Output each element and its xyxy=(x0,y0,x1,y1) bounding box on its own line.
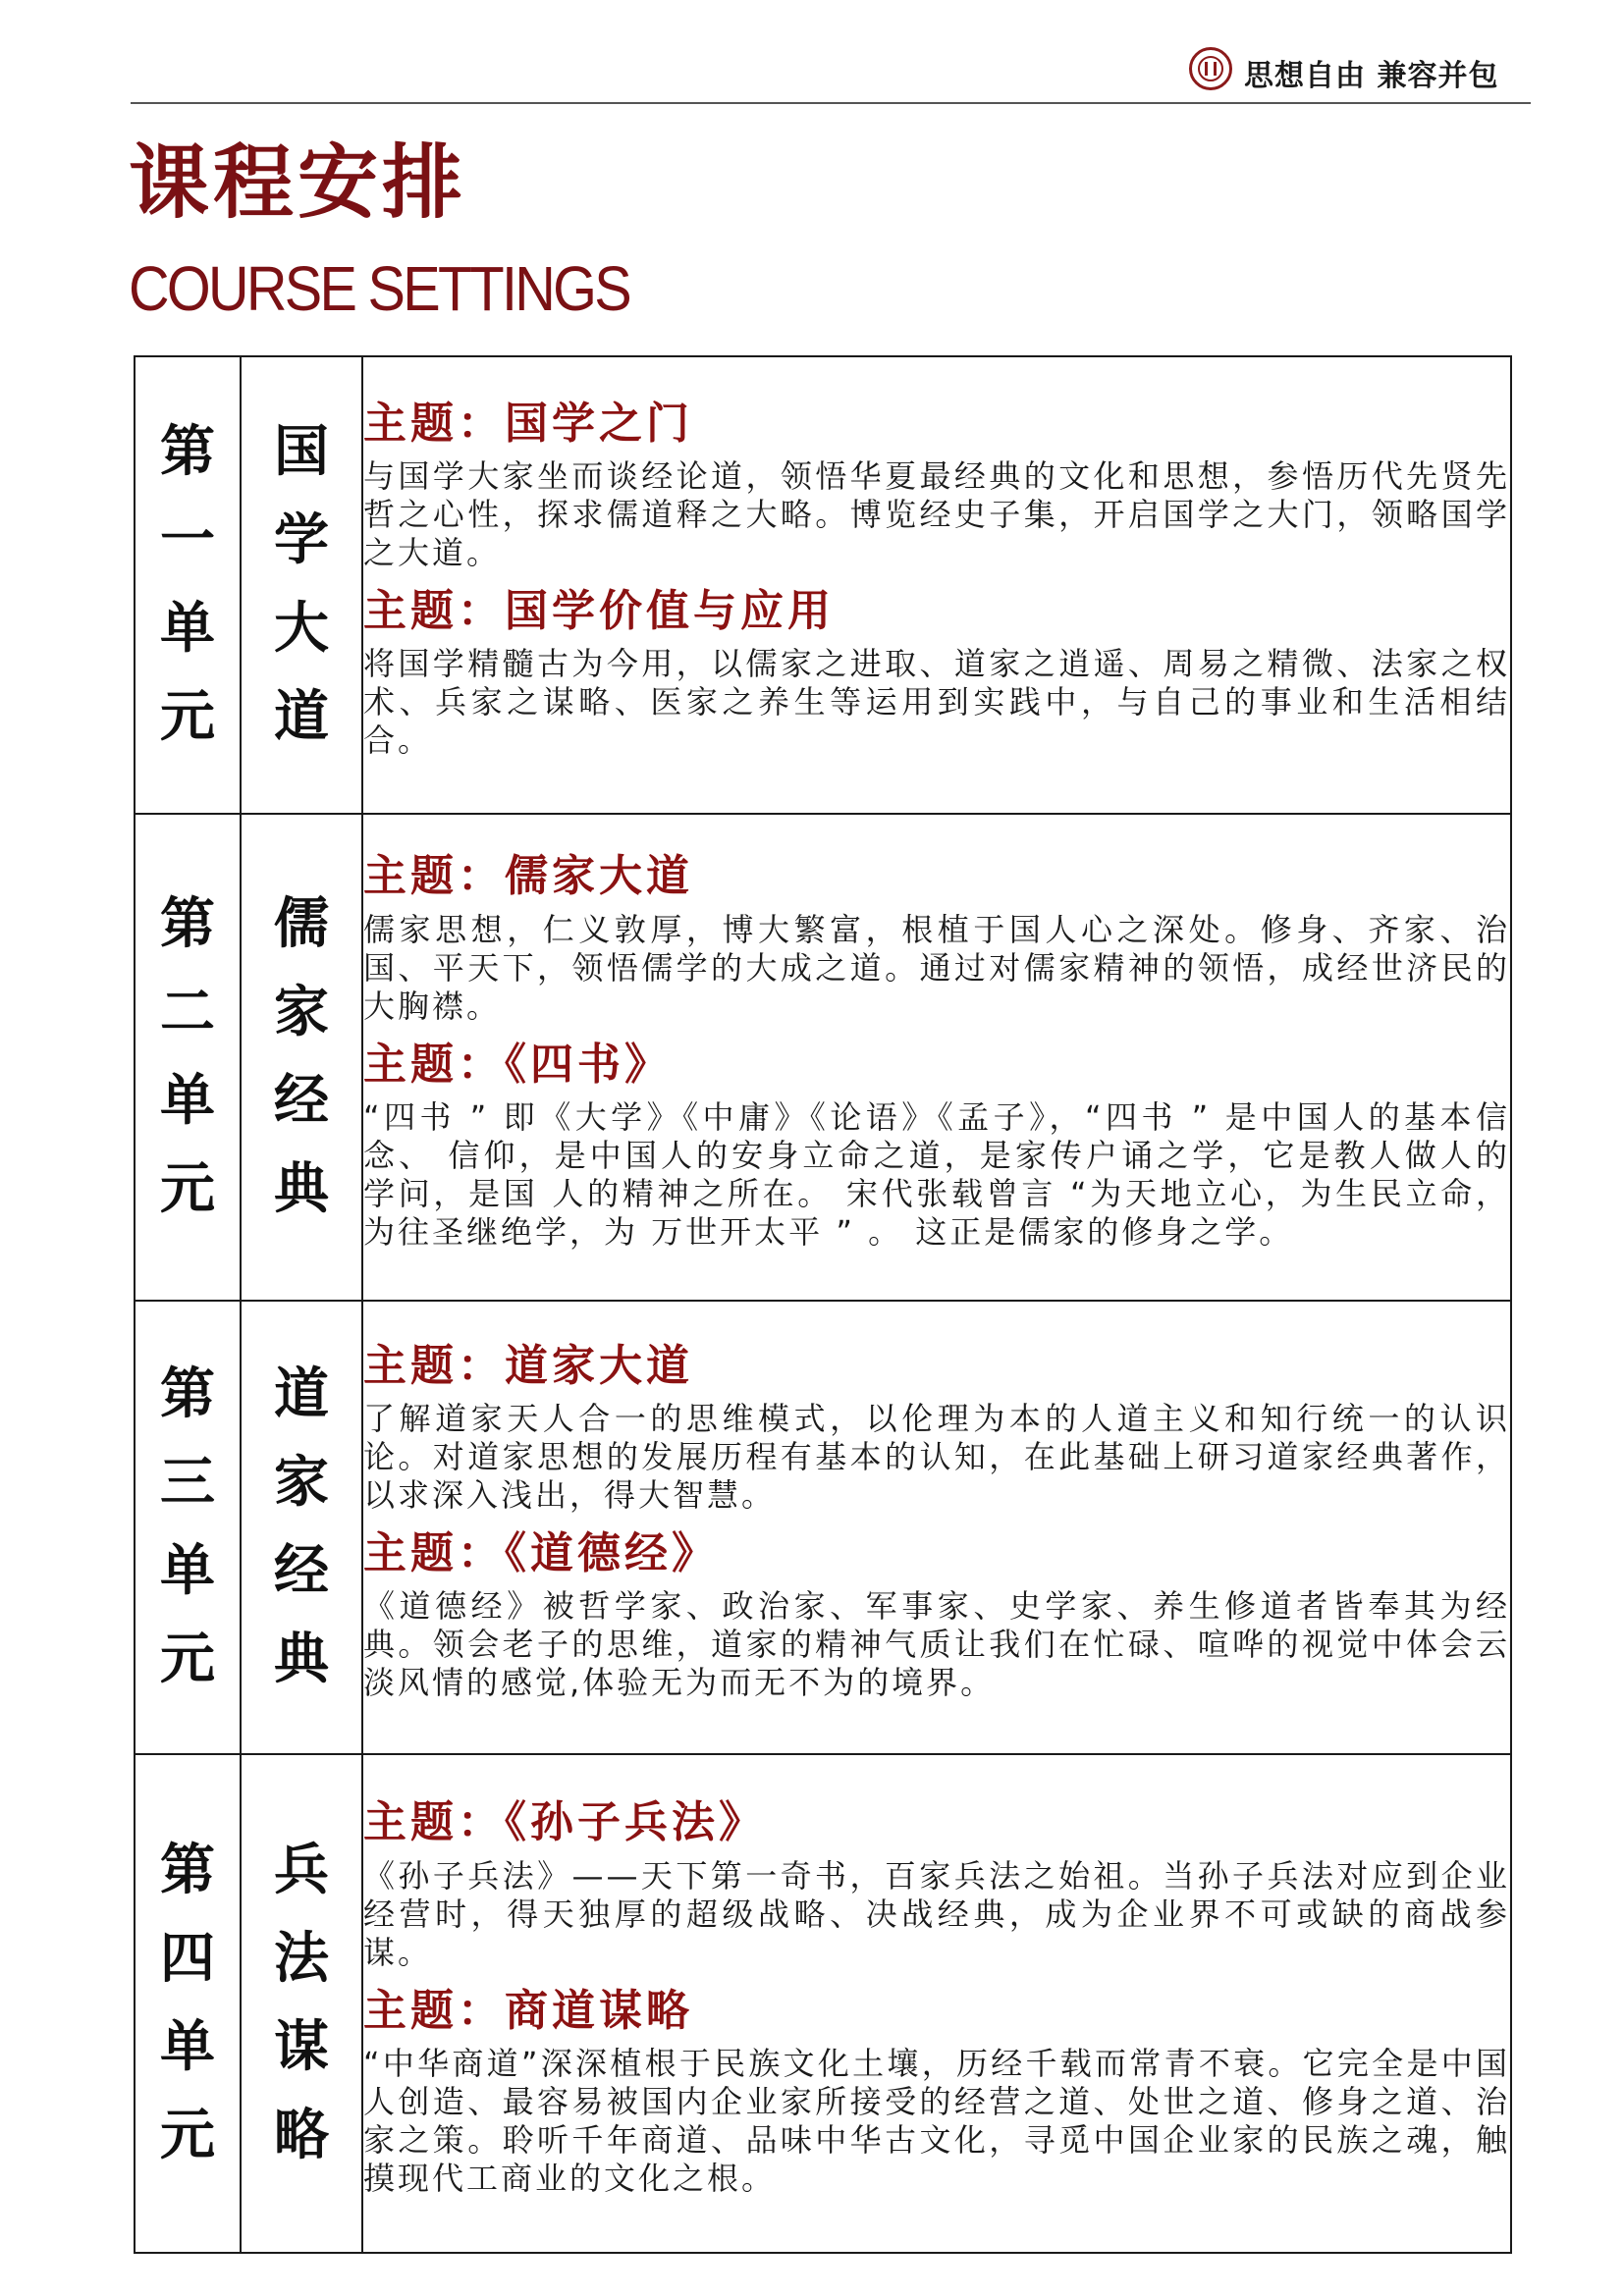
course-table xyxy=(134,355,1512,2254)
topic-description: 与国学大家坐而谈经论道，领悟华夏最经典的文化和思想，参悟历代先贤先哲之心性，探求儒道释之大略。博览经史子集，开启国学之大门，领略国学之大道。 xyxy=(363,457,1510,571)
unit-name-cell xyxy=(241,356,362,814)
unit-name-cell xyxy=(241,1301,362,1754)
header-motto: 思想自由 兼容并包 xyxy=(1244,59,1499,93)
unit-content-cell xyxy=(362,356,1511,814)
topic-title: 主题：儒家大道 xyxy=(363,851,693,902)
unit-row xyxy=(135,814,1511,1301)
topic-description: “四书 ” 即《大学》《中庸》《论语》《孟子》，“四书 ” 是中国人的基本信念、 信仰，是中国人的安身立命之道，是家传户诵之学，它是教人做人的学问，是国 人的精神之所在。 宋代张载曾言 “为天地立心，为生民立命，为往圣继绝学，为 万世开太平 ” 。 这正是儒家的修身之学。 xyxy=(363,1097,1510,1251)
topic-title: 主题：《四书》 xyxy=(363,1039,672,1090)
topic-title: 主题：《孙子兵法》 xyxy=(363,1797,766,1848)
unit-name: 兵 法 谋 略 xyxy=(274,1839,329,2167)
unit-number-cell xyxy=(135,1301,241,1754)
university-seal-icon xyxy=(1189,47,1232,90)
unit-content-cell xyxy=(362,1754,1511,2253)
page-header xyxy=(131,39,1531,104)
unit-name: 儒 家 经 典 xyxy=(274,892,329,1221)
unit-content-cell xyxy=(362,814,1511,1301)
topic-description: 儒家思想，仁义敦厚，博大繁富，根植于国人心之深处。修身、齐家、治国、平天下，领悟儒学的大成之道。通过对儒家精神的领悟，成经世济民的大胸襟。 xyxy=(363,910,1510,1025)
unit-name: 道 家 经 典 xyxy=(274,1362,329,1691)
page-title: 课程安排 xyxy=(129,136,467,230)
unit-number-cell xyxy=(135,814,241,1301)
unit-row xyxy=(135,356,1511,814)
topic-description: 《道德经》被哲学家、政治家、军事家、史学家、养生修道者皆奉其为经典。领会老子的思维，道家的精神气质让我们在忙碌、喧哗的视觉中体会云淡风情的感觉,体验无为而无不为的境界。 xyxy=(363,1587,1510,1702)
topic-description: 了解道家天人合一的思维模式，以伦理为本的人道主义和知行统一的认识论。对道家思想的发展历程有基本的认知，在此基础上研习道家经典著作，以求深入浅出，得大智慧。 xyxy=(363,1400,1510,1514)
unit-content-cell xyxy=(362,1301,1511,1754)
topic-description: “中华商道”深深植根于民族文化土壤，历经千载而常青不衰。它完全是中国人创造、最容易被国内企业家所接受的经营之道、处世之道、修身之道、治家之策。聆听千年商道、品味中华古文化，寻觅中国企业家的民族之魂，触摸现代工商业的文化之根。 xyxy=(363,2044,1510,2197)
page-subtitle: COURSE SETTINGS xyxy=(129,253,629,324)
unit-number: 第 三 单 元 xyxy=(160,1362,215,1691)
unit-name-cell xyxy=(241,814,362,1301)
topic-title: 主题：道家大道 xyxy=(363,1340,693,1391)
unit-number-cell xyxy=(135,356,241,814)
unit-number-cell xyxy=(135,1754,241,2253)
topic-title: 主题：商道谋略 xyxy=(363,1985,693,2036)
topic-title: 主题：国学之门 xyxy=(363,398,693,449)
unit-row xyxy=(135,1301,1511,1754)
topic-description: 将国学精髓古为今用，以儒家之进取、道家之逍遥、周易之精微、法家之权术、兵家之谋略、医家之养生等运用到实践中，与自己的事业和生活相结合。 xyxy=(363,645,1510,760)
topic-title: 主题：《道德经》 xyxy=(363,1528,719,1578)
unit-number: 第 一 单 元 xyxy=(160,420,215,749)
unit-number: 第 四 单 元 xyxy=(160,1839,215,2167)
topic-description: 《孙子兵法》——天下第一奇书，百家兵法之始祖。当孙子兵法对应到企业经营时，得天独厚的超级战略、决战经典，成为企业界不可或缺的商战参谋。 xyxy=(363,1856,1510,1971)
unit-name: 国 学 大 道 xyxy=(274,420,329,749)
unit-number: 第 二 单 元 xyxy=(160,892,215,1221)
unit-row xyxy=(135,1754,1511,2253)
unit-name-cell xyxy=(241,1754,362,2253)
topic-title: 主题：国学价值与应用 xyxy=(363,586,835,636)
